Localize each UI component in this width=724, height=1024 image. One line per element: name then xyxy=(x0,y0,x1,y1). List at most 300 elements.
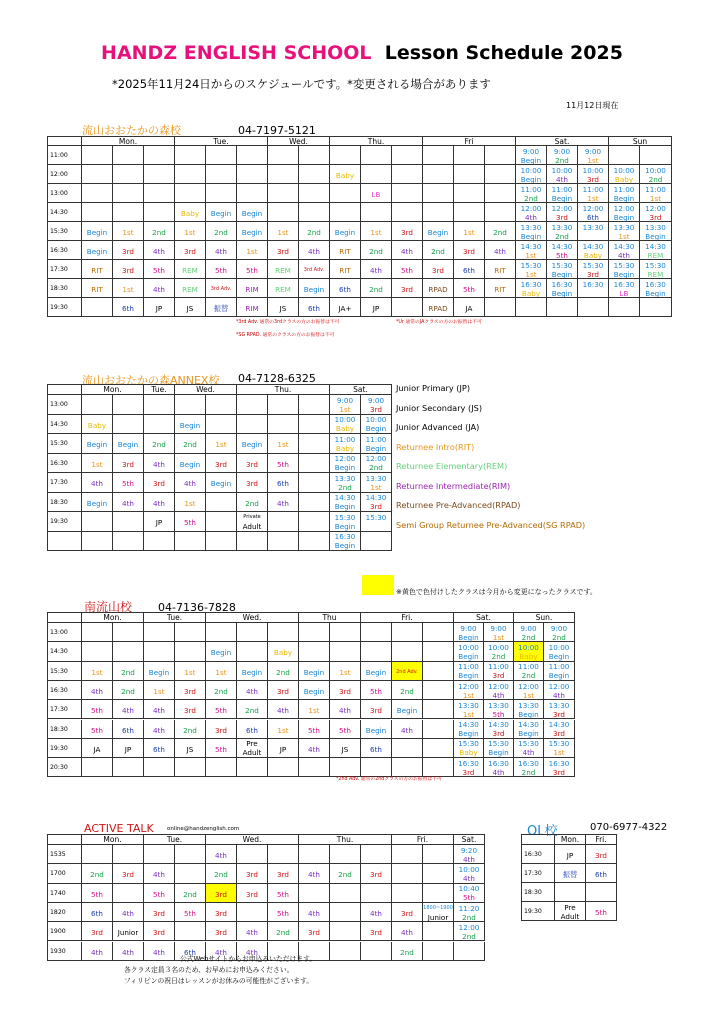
section-phone-morino: 04-7197-5121 xyxy=(238,124,316,137)
class-label: 3rd xyxy=(277,687,289,697)
class-cell xyxy=(361,681,392,700)
class-cell xyxy=(547,241,578,260)
class-cell xyxy=(144,884,175,903)
class-label: RIT xyxy=(494,285,506,294)
class-cell xyxy=(144,203,175,222)
class-label: 6th xyxy=(91,909,103,919)
class-label: 3rd xyxy=(184,247,196,256)
class-label: 2nd xyxy=(369,463,383,473)
class-cell xyxy=(82,922,113,941)
class-cell xyxy=(361,662,392,681)
class-cell xyxy=(206,700,237,719)
class-cell xyxy=(299,662,330,681)
class-cell xyxy=(206,662,237,681)
class-cell xyxy=(609,279,640,298)
class-cell xyxy=(206,298,237,317)
class-cell xyxy=(423,884,454,903)
class-label: 15:30 xyxy=(613,260,635,270)
class-cell xyxy=(206,415,237,435)
row-time: 17:30 xyxy=(522,864,555,883)
class-label: Begin xyxy=(334,502,356,512)
class-label: 1st xyxy=(553,748,565,758)
class-label: 5th xyxy=(215,266,227,275)
class-label: 1st xyxy=(215,440,227,450)
class-cell xyxy=(206,922,237,941)
class-cell xyxy=(423,662,454,681)
class-cell xyxy=(144,922,175,941)
class-cell xyxy=(144,222,175,241)
row-time: 18:30 xyxy=(522,883,555,902)
class-label: 2nd xyxy=(400,947,414,957)
class-label: 9:00 xyxy=(336,395,354,405)
note: *Ur 通常のJAクラスの方のお振替は不可 xyxy=(396,320,482,325)
class-label: 1st xyxy=(525,269,537,279)
class-cell xyxy=(423,922,454,941)
class-label: 4th xyxy=(401,725,413,735)
class-cell xyxy=(237,758,268,777)
class-cell xyxy=(299,298,330,317)
day-header: Tue. xyxy=(144,612,206,623)
row-time: 15:30 xyxy=(48,662,82,681)
class-cell xyxy=(609,222,640,241)
class-label: 6th xyxy=(463,266,475,275)
class-label: 1st xyxy=(525,250,537,260)
yellow-swatch xyxy=(362,575,394,595)
class-label: 1st xyxy=(246,247,258,256)
class-label: Begin xyxy=(458,729,479,739)
class-cell xyxy=(175,864,206,883)
class-cell xyxy=(175,279,206,298)
class-cell xyxy=(578,298,609,317)
class-label: 3rd xyxy=(277,870,289,880)
class-cell xyxy=(82,700,113,719)
row-time: 18:30 xyxy=(48,493,82,513)
class-cell xyxy=(609,260,640,279)
class-cell xyxy=(361,222,392,241)
class-cell xyxy=(547,203,578,222)
row-time: 19:30 xyxy=(48,512,82,532)
class-cell xyxy=(82,415,113,435)
row-time: 15:30 xyxy=(48,222,82,241)
row-time: 14:30 xyxy=(48,203,82,222)
class-cell xyxy=(82,298,113,317)
class-cell xyxy=(392,720,423,739)
day-header: Wed. xyxy=(206,834,299,845)
class-label: LB xyxy=(619,288,629,298)
class-cell xyxy=(330,662,361,681)
class-label: 14:30 xyxy=(548,720,570,730)
class-label: 1st xyxy=(587,155,599,165)
class-label: 4th xyxy=(91,947,103,957)
class-cell xyxy=(237,845,268,864)
class-cell xyxy=(268,434,299,454)
row-time: 16:30 xyxy=(48,681,82,700)
class-label: 10:00 xyxy=(520,165,542,175)
class-label: 4th xyxy=(153,706,165,716)
class-cell xyxy=(392,942,423,961)
class-label: Baby xyxy=(180,209,200,218)
class-label: 3rd xyxy=(401,909,413,919)
row-time: 11:00 xyxy=(48,146,82,165)
header-time-corner xyxy=(48,136,82,146)
class-cell xyxy=(268,165,299,184)
class-cell xyxy=(268,903,299,922)
class-cell xyxy=(113,473,144,493)
class-cell xyxy=(299,203,330,222)
class-cell xyxy=(392,184,423,203)
class-cell xyxy=(547,222,578,241)
class-label: 3rd xyxy=(553,709,565,719)
class-label: JP xyxy=(372,304,380,313)
row-time: 15:30 xyxy=(48,434,82,454)
class-cell xyxy=(237,241,268,260)
class-label: Baby xyxy=(583,250,603,260)
class-cell xyxy=(392,203,423,222)
class-cell xyxy=(392,884,423,903)
row-time: 12:00 xyxy=(48,165,82,184)
day-header: Mon. xyxy=(82,834,144,845)
class-label: 9:00 xyxy=(584,146,602,156)
class-label: 13:30 xyxy=(458,700,479,710)
class-cell xyxy=(454,681,484,700)
class-cell xyxy=(485,146,516,165)
yellow-note: ※黄色で色付けしたクラスは今月から変更になったクラスです。 xyxy=(396,588,597,596)
class-cell xyxy=(268,395,299,415)
class-cell xyxy=(299,473,330,493)
class-label: 9:00 xyxy=(522,146,540,156)
class-cell xyxy=(144,241,175,260)
class-label: Begin xyxy=(303,667,325,677)
class-label: 12:00 xyxy=(613,203,635,213)
class-cell xyxy=(144,739,175,758)
class-label: Begin xyxy=(458,671,479,681)
row-time: 1535 xyxy=(48,845,82,864)
class-cell xyxy=(485,241,516,260)
class-cell xyxy=(361,203,392,222)
class-label: 4th xyxy=(370,909,382,919)
class-label: REM xyxy=(182,285,198,294)
class-cell xyxy=(268,681,299,700)
class-label: 3rd xyxy=(246,479,258,489)
class-label: 3rd xyxy=(370,404,382,414)
class-label: JA xyxy=(465,304,473,313)
class-label: Begin xyxy=(520,155,542,165)
class-label: 4th xyxy=(525,212,537,222)
class-label: 3rd xyxy=(595,851,607,860)
class-cell xyxy=(423,222,454,241)
class-label: 11:20 xyxy=(458,903,480,913)
class-label: 2nd xyxy=(245,706,259,716)
class-label: 3rd xyxy=(308,928,320,938)
class-label: 5th xyxy=(463,285,475,294)
class-cell xyxy=(82,845,113,864)
class-label: 13:30 xyxy=(548,700,570,710)
class-label: 15:30 xyxy=(645,260,666,270)
class-cell xyxy=(423,700,454,719)
class-label: 4th xyxy=(122,909,134,919)
class-label: 14:30 xyxy=(365,493,387,503)
class-cell xyxy=(299,395,330,415)
class-label: 12:00 xyxy=(520,203,542,213)
class-cell xyxy=(82,473,113,493)
row-time: 19:30 xyxy=(48,298,82,317)
class-cell xyxy=(423,241,454,260)
class-label: 16:30 xyxy=(458,758,479,768)
class-cell xyxy=(206,845,237,864)
class-cell xyxy=(516,298,547,317)
class-cell xyxy=(82,434,113,454)
class-cell xyxy=(206,512,237,532)
class-label: 6th xyxy=(246,725,258,735)
class-cell xyxy=(237,700,268,719)
class-label: 6th xyxy=(277,479,289,489)
class-label: 1st xyxy=(649,193,662,203)
class-cell xyxy=(237,415,268,435)
class-cell xyxy=(423,298,454,317)
class-label: 2nd xyxy=(276,928,290,938)
class-cell xyxy=(82,184,113,203)
class-cell xyxy=(299,758,330,777)
class-label: 2nd xyxy=(121,667,135,677)
class-label: 4th xyxy=(215,947,227,957)
class-cell xyxy=(175,739,206,758)
class-cell xyxy=(609,298,640,317)
class-cell xyxy=(237,203,268,222)
class-label: 3rd xyxy=(246,870,258,880)
class-label: 9:00 xyxy=(550,623,568,633)
class-label: 12:00 xyxy=(645,203,666,213)
class-cell xyxy=(516,146,547,165)
class-cell xyxy=(361,279,392,298)
class-label: 2nd xyxy=(552,632,566,642)
row-time: 19:30 xyxy=(48,739,82,758)
class-cell xyxy=(82,260,113,279)
class-cell xyxy=(237,434,268,454)
legend-item: Junior Advanced (JA) xyxy=(396,422,480,432)
class-cell xyxy=(113,203,144,222)
header-time-corner xyxy=(48,834,82,845)
class-cell xyxy=(113,758,144,777)
row-time: 19:30 xyxy=(522,902,555,921)
class-cell xyxy=(82,739,113,758)
class-cell xyxy=(206,222,237,241)
class-cell xyxy=(175,165,206,184)
day-header: Thu. xyxy=(330,136,423,146)
class-label: 11:00 xyxy=(365,434,387,444)
class-cell xyxy=(361,493,392,513)
class-cell xyxy=(516,222,547,241)
class-cell xyxy=(640,241,672,260)
class-label: 10:00 xyxy=(548,642,570,652)
class-cell xyxy=(268,700,299,719)
class-cell xyxy=(299,454,330,474)
class-cell xyxy=(640,260,672,279)
class-cell xyxy=(330,512,361,532)
class-label: 3rd xyxy=(432,266,444,275)
class-label: Begin xyxy=(518,729,539,739)
class-label: 1800~1900 xyxy=(423,904,453,911)
class-cell xyxy=(423,279,454,298)
class-cell xyxy=(578,241,609,260)
day-header: Wed. xyxy=(206,612,299,623)
row-time: 20:30 xyxy=(48,758,82,777)
class-cell xyxy=(454,165,485,184)
class-label: 3rd xyxy=(122,247,134,256)
class-cell xyxy=(640,203,672,222)
class-label: 10:00 xyxy=(458,864,480,874)
class-label: Pre xyxy=(564,902,576,912)
class-cell xyxy=(144,623,175,642)
class-label: 12:00 xyxy=(518,681,539,691)
class-cell xyxy=(113,739,144,758)
class-label: 4th xyxy=(370,266,382,275)
class-label: Baby xyxy=(87,420,107,430)
class-cell xyxy=(544,700,575,719)
class-label: 13:30 xyxy=(551,222,573,232)
class-label: 5th xyxy=(370,687,382,697)
class-label: Baby xyxy=(521,288,541,298)
class-cell xyxy=(113,700,144,719)
class-cell xyxy=(547,165,578,184)
class-cell xyxy=(392,623,423,642)
legend-item: Returnee Intermediate(RIM) xyxy=(396,480,511,491)
class-cell xyxy=(82,165,113,184)
class-label: 3rd xyxy=(553,767,565,777)
class-label: 9:00 xyxy=(367,395,385,405)
schedule-grid-ol xyxy=(521,834,616,921)
class-cell xyxy=(392,845,423,864)
legend-item: Returnee Pre-Advanced(RPAD) xyxy=(396,500,521,510)
class-cell xyxy=(82,758,113,777)
class-label: 1st xyxy=(370,482,382,492)
class-label: 2nd xyxy=(493,228,507,237)
row-time: 13:00 xyxy=(48,184,82,203)
class-label: 16:30 xyxy=(548,758,570,768)
class-cell xyxy=(299,642,330,661)
class-label: 11:00 xyxy=(613,184,635,194)
class-cell xyxy=(547,184,578,203)
day-header: Sun xyxy=(609,136,672,146)
class-label: 5th xyxy=(153,266,165,275)
class-label: 4th xyxy=(153,459,165,469)
class-cell xyxy=(484,700,514,719)
class-label: RIM xyxy=(245,304,259,313)
class-cell xyxy=(175,473,206,493)
class-label: 3rd xyxy=(215,459,227,469)
class-label: 15:30 xyxy=(518,739,539,749)
class-label: 3rd xyxy=(401,285,413,294)
class-cell xyxy=(268,662,299,681)
class-cell xyxy=(454,922,485,941)
class-cell xyxy=(82,864,113,883)
class-cell xyxy=(268,222,299,241)
class-label: 4th xyxy=(215,851,227,861)
class-cell xyxy=(82,395,113,415)
class-cell xyxy=(144,415,175,435)
class-cell xyxy=(330,454,361,474)
header-time-corner xyxy=(48,384,82,395)
row-time: 14:30 xyxy=(48,415,82,435)
class-label: 12:00 xyxy=(548,681,570,691)
class-label: 1st xyxy=(122,228,134,237)
class-cell xyxy=(514,739,544,758)
class-label: 15:30 xyxy=(582,260,604,270)
legend-item: Junior Secondary (JS) xyxy=(396,402,483,413)
day-header: Sat. xyxy=(454,834,485,845)
class-cell xyxy=(206,279,237,298)
class-label: RIT xyxy=(339,266,351,275)
class-cell xyxy=(547,260,578,279)
class-cell xyxy=(485,203,516,222)
class-label: 2nd xyxy=(431,247,445,256)
class-cell xyxy=(330,146,361,165)
class-label: 4th xyxy=(153,870,165,880)
class-cell xyxy=(206,739,237,758)
class-label: 5th xyxy=(308,725,320,735)
class-label: 3rd xyxy=(215,889,227,899)
class-label: 4th xyxy=(339,706,351,716)
class-cell xyxy=(175,395,206,415)
class-cell xyxy=(237,662,268,681)
class-cell xyxy=(361,473,392,493)
class-cell xyxy=(175,222,206,241)
class-label: 14:30 xyxy=(520,241,542,251)
class-cell xyxy=(144,434,175,454)
class-label: 5th xyxy=(595,908,607,917)
class-cell xyxy=(206,623,237,642)
class-cell xyxy=(299,222,330,241)
class-cell xyxy=(454,845,485,864)
class-label: Begin xyxy=(148,667,170,677)
legend-item: Junior Primary (JP) xyxy=(396,383,471,393)
class-cell xyxy=(175,454,206,474)
class-label: 6th xyxy=(184,947,196,957)
class-cell xyxy=(454,279,485,298)
class-label: 11:00 xyxy=(551,184,573,194)
class-cell xyxy=(361,512,392,532)
class-cell xyxy=(299,165,330,184)
class-cell xyxy=(299,739,330,758)
class-cell xyxy=(330,473,361,493)
class-cell xyxy=(144,903,175,922)
day-header: Fri. xyxy=(392,834,454,845)
class-label: 11:00 xyxy=(334,434,356,444)
class-cell xyxy=(237,146,268,165)
class-label: LB xyxy=(371,190,381,199)
class-label: RIM xyxy=(245,285,259,294)
class-label: 5th xyxy=(91,706,103,716)
class-cell xyxy=(484,681,514,700)
day-header: Mon. xyxy=(82,136,175,146)
class-cell xyxy=(144,720,175,739)
class-cell xyxy=(392,260,423,279)
class-cell xyxy=(113,434,144,454)
class-label: 5th xyxy=(215,744,227,754)
class-label: 1st xyxy=(277,228,289,237)
class-cell xyxy=(113,942,144,961)
class-label: 13:30 xyxy=(365,473,387,483)
class-label: 3rd xyxy=(462,767,475,777)
class-cell xyxy=(299,184,330,203)
class-label: 16:30 xyxy=(520,279,542,289)
class-label: Begin xyxy=(488,748,509,758)
email: online@handzenglish.com xyxy=(167,826,240,832)
class-label: 5th xyxy=(492,709,505,719)
class-cell xyxy=(144,864,175,883)
day-header: Fri xyxy=(423,136,516,146)
note: *3rd Adv. 通常の3rdクラスの方のお振替は不可 xyxy=(236,320,340,325)
class-cell xyxy=(516,165,547,184)
